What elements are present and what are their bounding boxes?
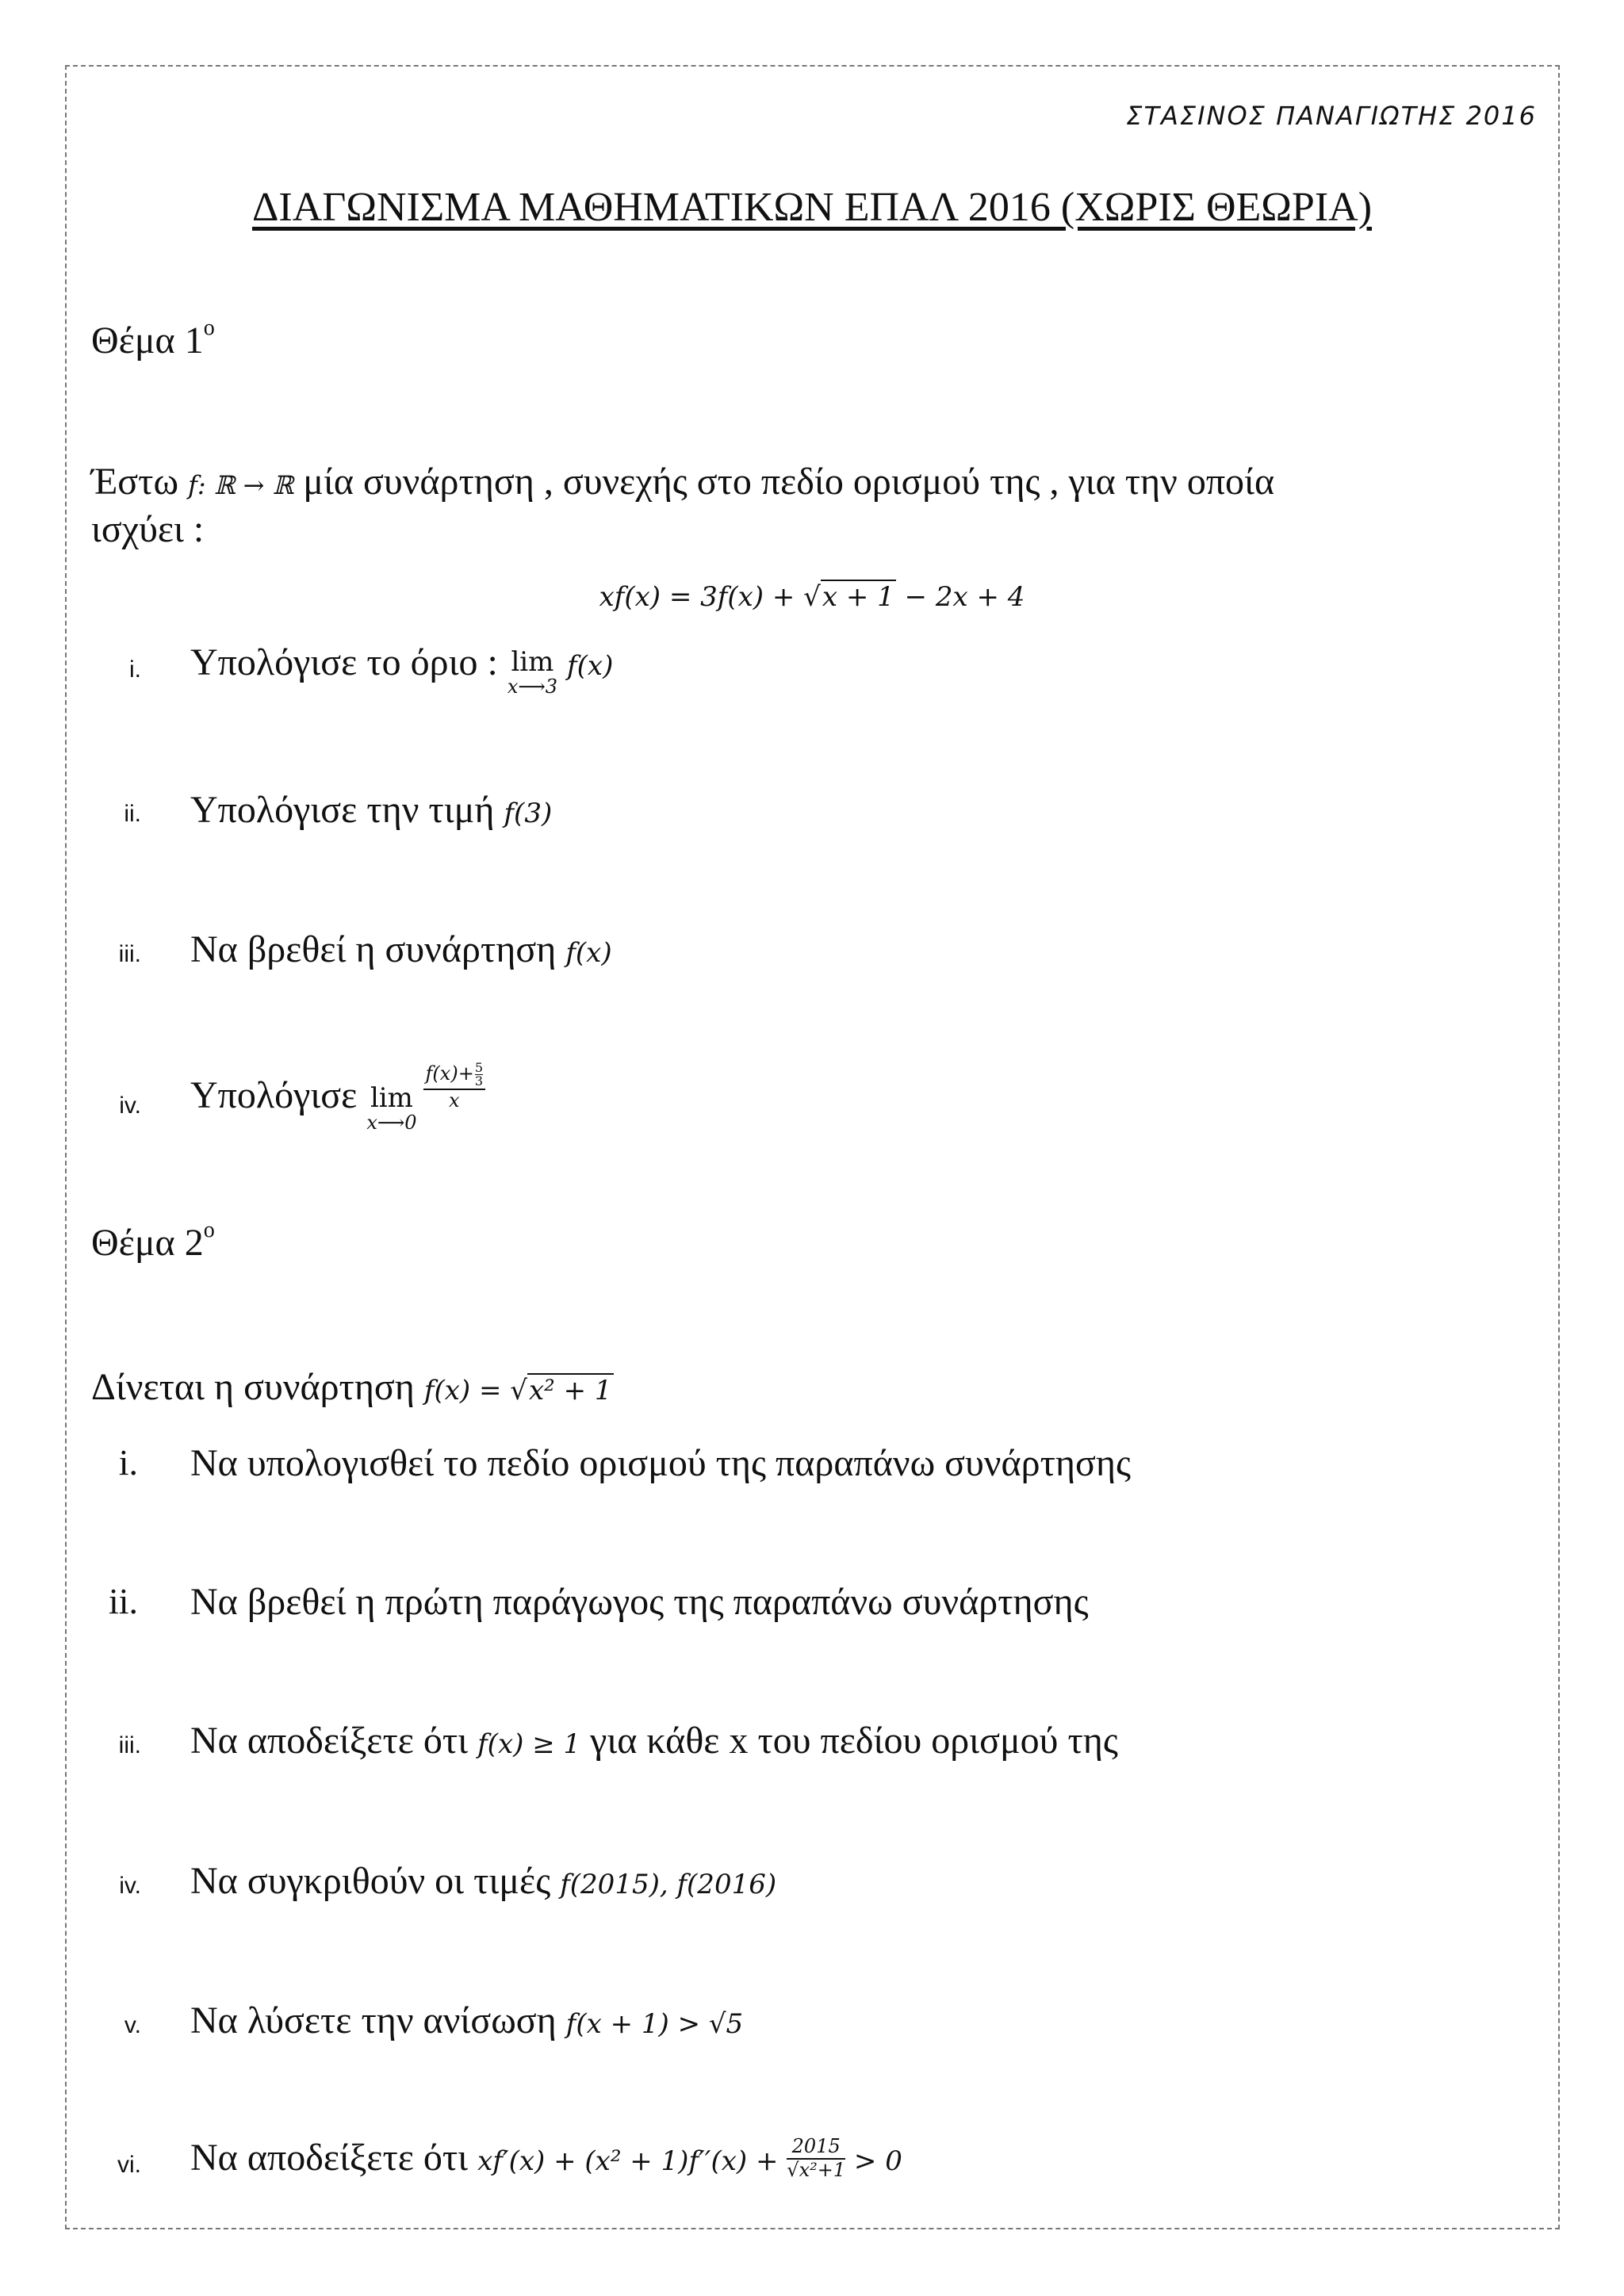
fraction-numerator: 2015 [787, 2136, 845, 2160]
item-text: Υπολόγισε την τιμή [190, 789, 504, 831]
theme-2-item-3-number: iii. [118, 1732, 141, 1758]
theme-2-item-6 [190, 2136, 902, 2182]
item-math: f(x) [565, 937, 612, 969]
theme-2-item-1: Να υπολογισθεί το πεδίο ορισμού της παραπάνω συνάρτησης [190, 1442, 1131, 1484]
theme-2-item-4 [190, 1859, 776, 1903]
item-math: xf′(x) + (x² + 1)f′′(x) + [477, 2145, 787, 2177]
theme-1-equation: xf(x) = 3f(x) + √x + 1 − 2x + 4 [599, 581, 1025, 613]
theme-2-item-3 [190, 1719, 1118, 1762]
page-title [0, 184, 1624, 231]
limit [507, 646, 558, 698]
item-text: Να αποδείξετε ότι [190, 2137, 478, 2179]
intro-math-pre: f(x) = √ [423, 1375, 527, 1406]
theme-2-heading-text: Θέμα 2 [91, 1222, 204, 1264]
fraction [787, 2136, 845, 2182]
intro-start: Έστω [91, 461, 179, 503]
lim-word: lim [511, 646, 554, 678]
fraction [423, 1062, 485, 1112]
theme-1-heading-text: Θέμα 1 [91, 320, 204, 362]
theme-2-item-6-number: vi. [117, 2152, 141, 2178]
theme-1-item-4 [190, 1060, 485, 1134]
lim-sub: x⟶3 [507, 675, 558, 698]
title-text: ΔΙΑΓΩΝΙΣΜΑ ΜΑΘΗΜΑΤΙΚΩΝ ΕΠΑΛ 2016 (ΧΩΡΙΣ ΘΕΩΡΙΑ) [251, 185, 1373, 230]
item-math: f(2015), f(2016) [560, 1869, 777, 1900]
fraction-denominator: √x²+1 [787, 2159, 846, 2182]
item-math-2: > 0 [845, 2145, 902, 2177]
item-text: Να λύσετε την ανίσωση [190, 1999, 566, 2042]
item-text-2: για κάθε x του πεδίου ορισμού της [580, 1720, 1118, 1762]
three: 3 [474, 1073, 483, 1089]
numerator-text: f(x)+ [425, 1062, 474, 1085]
item-text: Να αποδείξετε ότι [190, 1720, 478, 1762]
intro-rest: μία συνάρτηση , συνεχής στο πεδίο ορισμού της , για την οποία [293, 461, 1275, 503]
author-name: ΣΤΑΣΙΝΟΣ ΠΑΝΑΓΙΩΤΗΣ 2016 [1126, 101, 1537, 131]
theme-1-item-4-number: iv. [119, 1093, 141, 1119]
theme-1-item-3-number: iii. [118, 941, 141, 967]
theme-1-intro-line2: ισχύει : [91, 508, 205, 550]
theme-1-intro [91, 460, 1274, 503]
theme-2-item-2-number: ii. [108, 1581, 138, 1621]
item-math: f(x + 1) > √5 [565, 2008, 744, 2040]
item-text: Υπολόγισε το όριο : [190, 641, 508, 683]
item-text: Να βρεθεί η συνάρτηση [190, 928, 566, 970]
five: 5 [474, 1060, 483, 1076]
theme-2-item-1-number: i. [118, 1442, 138, 1483]
limit [366, 1082, 417, 1134]
page-border [65, 65, 1560, 2229]
theme-1-item-1-number: i. [129, 656, 141, 683]
five-thirds [475, 1062, 483, 1088]
lim-sub: x⟶0 [366, 1112, 417, 1134]
item-math: f(x) [567, 650, 614, 682]
theme-1-item-1 [190, 641, 613, 696]
intro-text: Δίνεται η συνάρτηση [91, 1366, 424, 1408]
theme-1-item-2 [190, 788, 552, 832]
item-text: Να συγκριθούν οι τιμές [190, 1860, 561, 1902]
lim-word: lim [370, 1082, 413, 1114]
theme-1-heading-sup: ο [203, 316, 215, 340]
intro-math-radicand: x² + 1 [528, 1375, 612, 1406]
theme-2-heading-sup: ο [203, 1218, 215, 1242]
theme-2-heading [91, 1218, 215, 1265]
item-text: Υπολόγισε [190, 1074, 367, 1116]
fraction-numerator [423, 1062, 485, 1090]
item-math: f(3) [504, 798, 553, 829]
theme-1-item-3 [190, 928, 612, 971]
theme-2-item-4-number: iv. [119, 1873, 141, 1899]
fraction-denominator: x [449, 1089, 460, 1112]
theme-1-heading [91, 316, 215, 362]
theme-1-item-2-number: ii. [124, 801, 141, 827]
intro-math [424, 1373, 614, 1406]
theme-2-item-5 [190, 1999, 743, 2042]
theme-2-item-2: Να βρεθεί η πρώτη παράγωγος της παραπάνω συνάρτησης [190, 1581, 1089, 1623]
theme-2-intro [91, 1365, 614, 1409]
item-math: f(x) ≥ 1 [477, 1728, 581, 1760]
theme-2-item-5-number: v. [124, 2012, 141, 2038]
intro-math: f: ℝ → ℝ [188, 470, 294, 500]
